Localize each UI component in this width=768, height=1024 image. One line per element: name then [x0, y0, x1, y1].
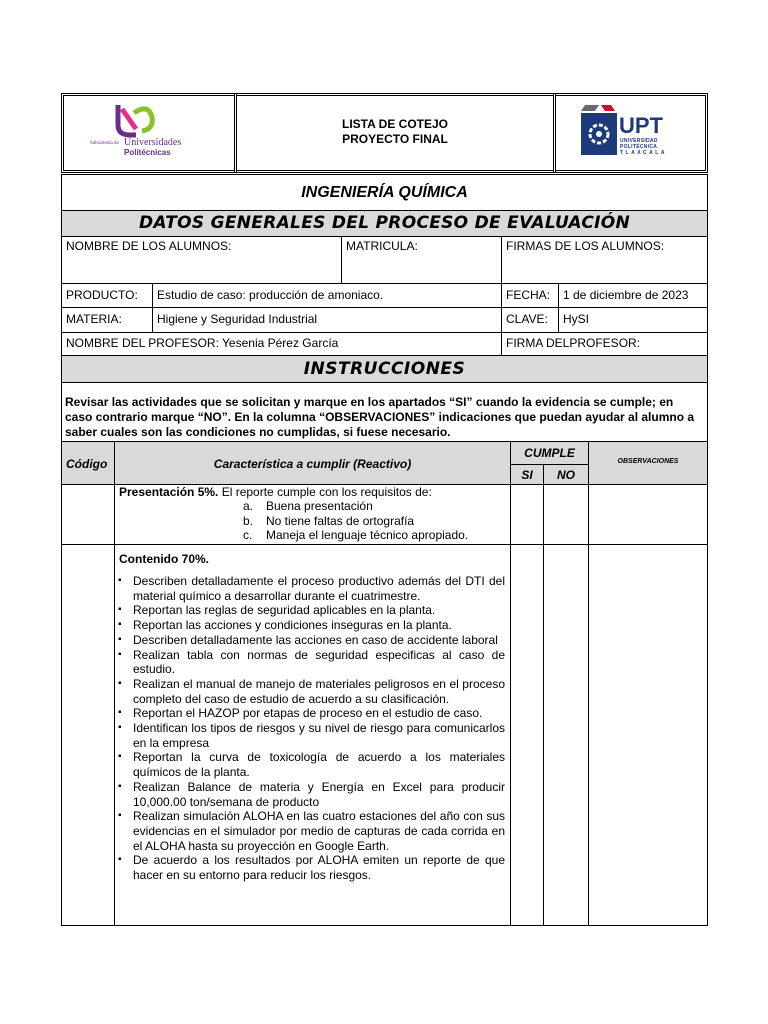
- header-left-cell: [61, 93, 237, 173]
- upt-name: UPT: [619, 113, 663, 138]
- upt-line3: TLAXCALA: [620, 150, 667, 156]
- signatures-cell: [501, 236, 708, 284]
- key-value: HySI: [563, 312, 590, 326]
- upt-logo-icon: [581, 103, 621, 159]
- subject-label: MATERIA:: [66, 312, 122, 326]
- col-obs-label: OBSERVACIONES: [617, 458, 679, 465]
- content-item: ▪ Reportan la curva de toxicología de acuerdo a los materiales químicos de la planta.: [118, 750, 505, 779]
- content-si-cell[interactable]: [510, 544, 544, 926]
- content-item: ▪ Realizan simulación ALOHA en las cuatro estaciones del año con sus evidencias en el simulador por medio de capturas de cada corrida en el ALOHA hasta su proyección en Google Earth.: [118, 809, 505, 853]
- professor-cell: [61, 332, 502, 356]
- key-label-cell: [501, 307, 559, 333]
- presentation-si-cell[interactable]: [510, 484, 544, 545]
- logo-name-line1: Universidades: [124, 137, 182, 148]
- presentation-obs-cell[interactable]: [588, 484, 708, 545]
- content-item: ▪ Identifican los tipos de riesgos y su nivel de riesgo para comunicarlos en la empresa: [118, 721, 505, 750]
- students-label: NOMBRE DE LOS ALUMNOS:: [66, 239, 232, 253]
- col-code-label: Código: [66, 457, 108, 471]
- students-cell: [61, 236, 342, 284]
- content-list: [118, 574, 505, 883]
- col-criteria-label: Característica a cumplir (Reactivo): [213, 457, 412, 471]
- presentation-item: b. No tiene faltas de ortografía: [243, 513, 415, 528]
- signatures-label: FIRMAS DE LOS ALUMNOS:: [506, 239, 665, 253]
- subject-value-cell: [152, 307, 502, 333]
- section-general-title: DATOS GENERALES DEL PROCESO DE EVALUACIÓN: [138, 213, 631, 233]
- date-label-cell: [501, 283, 559, 308]
- col-cumple-header: [510, 441, 589, 465]
- header-right-cell: [553, 93, 708, 173]
- presentation-no-cell[interactable]: [543, 484, 589, 545]
- content-item: ▪ Realizan el manual de manejo de materiales peligrosos en el proceso completo del caso de estudio de acuerdo a su clasificación.: [118, 677, 505, 706]
- professor-label: NOMBRE DEL PROFESOR: Yesenia Pérez García: [66, 336, 339, 350]
- upt-line1: UNIVERSIDAD: [620, 138, 658, 144]
- presentation-code-cell: [61, 484, 115, 545]
- presentation-title: Presentación 5%.: [119, 485, 219, 499]
- upt-line2: POLITÉCNICA: [620, 144, 658, 150]
- subject-value: Higiene y Seguridad Industrial: [157, 312, 318, 326]
- product-label-cell: [61, 283, 153, 308]
- presentation-item: c. Maneja el lenguaje técnico apropiado.: [243, 528, 469, 542]
- content-item: ▪ Reportan el HAZOP por etapas de proceso en el estudio de caso.: [118, 706, 505, 721]
- presentation-heading: [119, 485, 432, 499]
- presentation-text: El reporte cumple con los requisitos de:: [218, 485, 432, 499]
- presentation-list: [243, 499, 468, 543]
- product-label: PRODUCTO:: [66, 288, 138, 302]
- col-si-label: SI: [521, 468, 533, 482]
- section-instructions-header: [61, 355, 708, 383]
- content-item: ▪ Reportan las acciones y condiciones inseguras en la planta.: [118, 618, 505, 633]
- logo-tagline: Subsistema de: [90, 141, 119, 146]
- section-instructions-title: INSTRUCCIONES: [303, 359, 466, 379]
- content-item: ▪ Realizan tabla con normas de seguridad especificas al caso de estudio.: [118, 648, 505, 677]
- instructions-cell: [61, 382, 708, 442]
- date-label: FECHA:: [506, 288, 551, 302]
- col-obs-header: [588, 441, 708, 485]
- product-value: Estudio de caso: producción de amoniaco.: [157, 288, 384, 302]
- instructions-text: Revisar las actividades que se solicitan y marque en los apartados “SI” cuando la evidencia se cumple; en caso contrario marque “NO”. En la columna “OBSERVACIONES” indicaciones que puedan ayudar al alumno a saber cuales son las condiciones no cumplidas, si fuese necesario.: [65, 395, 695, 439]
- date-value: 1 de diciembre de 2023: [563, 288, 689, 302]
- key-value-cell: [558, 307, 708, 333]
- col-no-header: [543, 464, 589, 485]
- header-title-line1: LISTA DE COTEJO: [341, 117, 448, 131]
- col-code-header: [61, 441, 115, 485]
- professor-signature-label: FIRMA DELPROFESOR:: [506, 336, 641, 350]
- col-si-header: [510, 464, 544, 485]
- presentation-item: a. Buena presentación: [243, 499, 373, 513]
- header-title-line2: PROYECTO FINAL: [342, 132, 448, 146]
- content-obs-cell[interactable]: [588, 544, 708, 926]
- program-row: [61, 174, 708, 211]
- col-criteria-header: [114, 441, 511, 485]
- date-value-cell: [558, 283, 708, 308]
- presentation-criteria-cell: [114, 484, 511, 545]
- content-code-cell: [61, 544, 115, 926]
- professor-signature-cell: [501, 332, 708, 356]
- col-no-label: NO: [557, 468, 575, 482]
- content-criteria-cell: [114, 544, 511, 926]
- section-general-header: [61, 210, 708, 237]
- content-no-cell[interactable]: [543, 544, 589, 926]
- program-title: INGENIERÍA QUÍMICA: [301, 184, 468, 201]
- matricula-label: MATRICULA:: [346, 239, 418, 253]
- content-item: ▪ Describen detalladamente el proceso productivo además del DTI del material químico a desarrollar durante el cuatrimestre.: [118, 574, 505, 603]
- subject-label-cell: [61, 307, 153, 333]
- matricula-cell: [341, 236, 502, 284]
- product-value-cell: [152, 283, 502, 308]
- content-item: ▪ Realizan Balance de materia y Energía en Excel para producir 10,000.00 ton/semana de producto: [118, 780, 505, 809]
- content-item: ▪ Describen detalladamente las acciones en caso de accidente laboral: [118, 633, 505, 648]
- key-label: CLAVE:: [506, 312, 548, 326]
- header-title-cell: [234, 93, 556, 173]
- content-title: Contenido 70%.: [119, 552, 210, 566]
- content-item: ▪ Reportan las reglas de seguridad aplicables en la planta.: [118, 603, 505, 618]
- content-item: ▪ De acuerdo a los resultados por ALOHA emiten un reporte de que hacer en su entorno para reducir los riesgos.: [118, 853, 505, 882]
- logo-name-line2: Politécnicas: [124, 148, 171, 157]
- col-cumple-label: CUMPLE: [524, 446, 575, 460]
